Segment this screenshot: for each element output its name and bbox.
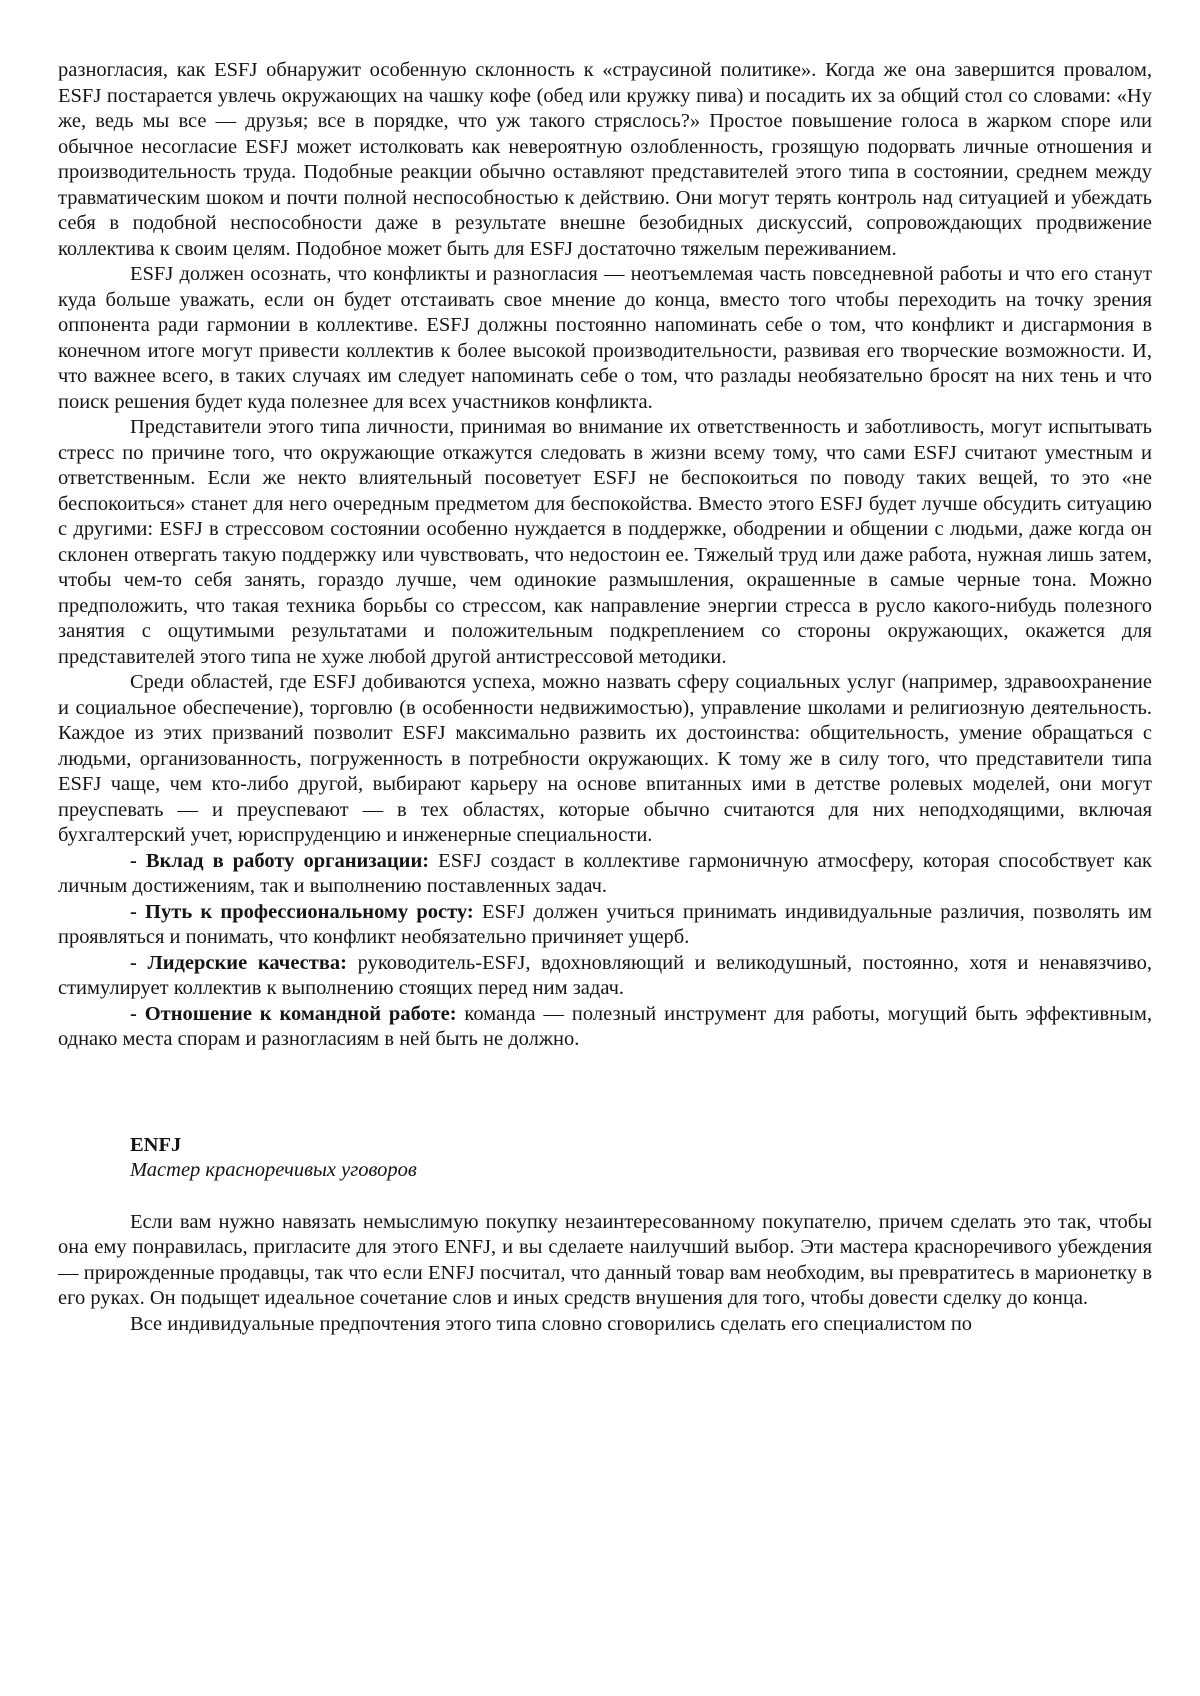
document-page [58, 58, 1152, 1337]
list-item-contribution [58, 849, 1152, 900]
list-item-text: ESFJ создаст в коллективе гармоничную атмосферу, которая способствует как личным достижениям, так и выполнению поставленных задач. [58, 849, 1152, 897]
list-item-text: руководитель-ESFJ, вдохновляющий и великодушный, постоянно, хотя и ненавязчиво, стимулирует коллектив к выполнению стоящих перед ним задач. [58, 951, 1152, 999]
section-title: ENFJ [130, 1133, 182, 1156]
list-item-teamwork [58, 1002, 1152, 1053]
section-subtitle: Мастер красноречивых уговоров [130, 1159, 417, 1181]
list-item-label: - Вклад в работу организации: [130, 849, 430, 872]
paragraph-enfj-preferences: Все индивидуальные предпочтения этого типа словно сговорились сделать его специалистом по [130, 1312, 973, 1335]
list-item-growth [58, 900, 1152, 951]
paragraph-esfj-conflict: разногласия, как ESFJ обнаружит особенную склонность к «страусиной политике». Когда же она завершится провалом, ESFJ постарается увлечь окружающих на чашку кофе (обед или кружку пива) и посадить их за общий стол со словами: «Ну же, ведь мы все — друзья; все в порядке, что уж такого стряслось?» Простое повышение голоса в жарком споре или обычное несогласие ESFJ может истолковать как невероятную озлобленность, грозящую подорвать личные отношения и производительность труда. Подобные реакции обычно оставляют представителей этого типа в состоянии, среднем между травматическим шоком и почти полной неспособностью к действию. Они могут терять контроль над ситуацией и убеждать себя в подобной неспособности даже в результате внешне безобидных дискуссий, сопровождающих продвижение коллектива к своим целям. Подобное может быть для ESFJ достаточно тяжелым переживанием. [58, 59, 1152, 260]
list-item-label: - Лидерские качества: [130, 951, 347, 974]
list-item-text: ESFJ должен учиться принимать индивидуальные различия, позволять им проявляться и понимать, что конфликт необязательно причиняет ущерб. [58, 900, 1152, 948]
list-item-leadership [58, 951, 1152, 1002]
section-heading [130, 1133, 1152, 1184]
section-gap [58, 1053, 1152, 1133]
paragraph-esfj-stress: Представители этого типа личности, принимая во внимание их ответственность и заботливость, могут испытывать стресс по причине того, что окружающие откажутся следовать в жизни всему тому, что сами ESFJ считают уместным и ответственным. Если же некто влиятельный посоветует ESFJ не беспокоиться по поводу таких вещей, то это «не беспокоиться» станет для него очередным предметом для беспокойства. Вместо этого ESFJ будет лучше обсудить ситуацию с другими: ESFJ в стрессовом состоянии особенно нуждается в поддержке, ободрении и общении с людьми, даже когда он склонен отвергать такую поддержку или чувствовать, что недостоин ее. Тяжелый труд или даже работа, нужная лишь затем, чтобы чем-то себя занять, гораздо лучше, чем одинокие размышления, окрашенные в самые черные тона. Можно предположить, что такая техника борьбы со стрессом, как направление энергии стресса в русло какого-нибудь полезного занятия с ощутимыми результатами и положительным подкреплением со стороны окружающих, окажется для представителей этого типа не хуже любой другой антистрессовой методики. [58, 416, 1152, 668]
list-item-text: команда — полезный инструмент для работы, могущий быть эффективным, однако места спорам и разногласиям в ней быть не должно. [58, 1002, 1153, 1050]
paragraph-enfj-intro: Если вам нужно навязать немыслимую покупку незаинтересованному покупателю, причем сделать это так, чтобы она ему понравилась, пригласите для этого ENFJ, и вы сделаете наилучший выбор. Эти мастера красноречивого убеждения — прирожденные продавцы, так что если ENFJ посчитал, что данный товар вам необходим, вы превратитесь в марионетку в его руках. Он подыщет идеальное сочетание слов и иных средств внушения для того, чтобы довести сделку до конца. [58, 1210, 1152, 1309]
list-item-label: - Отношение к командной работе: [130, 1002, 457, 1025]
paragraph-esfj-advice: ESFJ должен осознать, что конфликты и разногласия — неотъемлемая часть повседневной работы и что его станут куда больше уважать, если он будет отстаивать свое мнение до конца, вместо того чтобы переходить на точку зрения оппонента ради гармонии в коллективе. ESFJ должны постоянно напоминать себе о том, что конфликт и дисгармония в конечном итоге могут привести коллектив к более высокой производительности, развивая его творческие возможности. И, что важнее всего, в таких случаях им следует напоминать себе о том, что разлады необязательно бросят на них тень и что поиск решения будет куда полезнее для всех участников конфликта. [58, 263, 1152, 413]
list-item-label: - Путь к профессиональному росту: [130, 900, 474, 923]
paragraph-esfj-careers: Среди областей, где ESFJ добиваются успеха, можно назвать сферу социальных услуг (например, здравоохранение и социальное обеспечение), торговлю (в особенности недвижимостью), управление школами и религиозную деятельность. Каждое из этих призваний позволит ESFJ максимально развить их достоинства: общительность, умение обращаться с людьми, организованность, погруженность в потребности окружающих. К тому же в силу того, что представители типа ESFJ чаще, чем кто-либо другой, выбирают карьеру на основе впитанных ими в детстве ролевых моделей, они могут преуспевать — и преуспевают — в тех областях, которые обычно считаются для них неподходящими, включая бухгалтерский учет, юриспруденцию и инженерные специальности. [58, 671, 1152, 846]
heading-gap [58, 1184, 1152, 1210]
